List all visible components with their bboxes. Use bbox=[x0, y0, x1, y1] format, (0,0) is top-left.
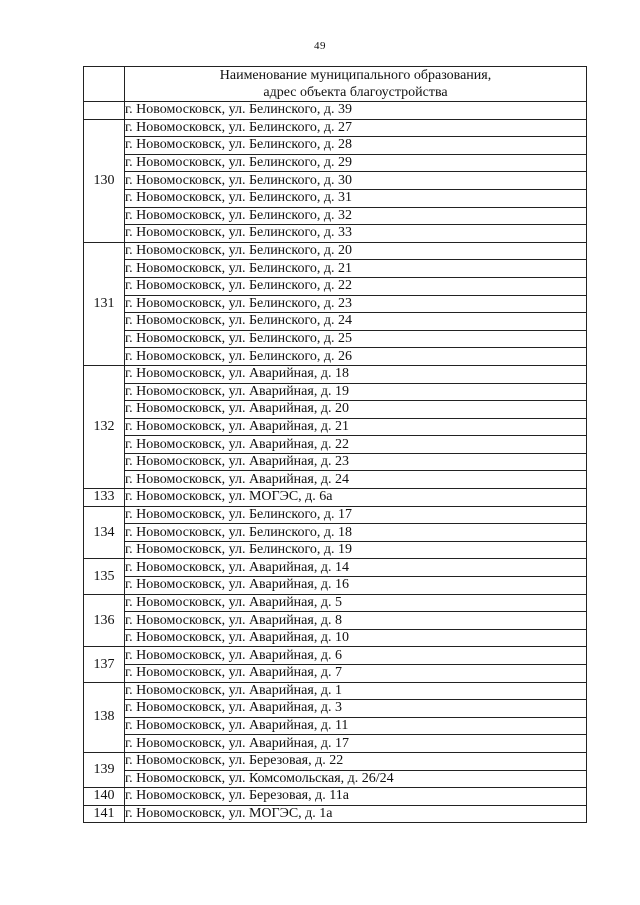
table-row bbox=[84, 735, 587, 753]
table-row bbox=[84, 295, 587, 313]
table-row bbox=[84, 383, 587, 401]
table-row bbox=[84, 524, 587, 542]
address-cell: г. Новомосковск, ул. Аварийная, д. 6 bbox=[125, 647, 587, 665]
table-row bbox=[84, 172, 587, 190]
address-cell: г. Новомосковск, ул. Белинского, д. 33 bbox=[125, 225, 587, 243]
table-row bbox=[84, 102, 587, 120]
address-cell: г. Новомосковск, ул. Белинского, д. 31 bbox=[125, 189, 587, 207]
table-row bbox=[84, 154, 587, 172]
address-cell: г. Новомосковск, ул. Березовая, д. 11а bbox=[125, 788, 587, 806]
page-number: 49 bbox=[314, 40, 326, 52]
table-row bbox=[84, 436, 587, 454]
address-cell: г. Новомосковск, ул. Белинского, д. 22 bbox=[125, 277, 587, 295]
group-number: 141 bbox=[84, 805, 125, 823]
address-cell: г. Новомосковск, ул. Аварийная, д. 18 bbox=[125, 365, 587, 383]
address-cell: г. Новомосковск, ул. Аварийная, д. 16 bbox=[125, 577, 587, 595]
address-cell: г. Новомосковск, ул. МОГЭС, д. 1а bbox=[125, 805, 587, 823]
group-number: 139 bbox=[84, 752, 125, 787]
address-cell: г. Новомосковск, ул. Аварийная, д. 17 bbox=[125, 735, 587, 753]
address-cell: г. Новомосковск, ул. Аварийная, д. 19 bbox=[125, 383, 587, 401]
address-cell: г. Новомосковск, ул. Белинского, д. 18 bbox=[125, 524, 587, 542]
table-row bbox=[84, 489, 587, 507]
header-line-2: адрес объекта благоустройства bbox=[263, 85, 448, 100]
address-cell: г. Новомосковск, ул. Аварийная, д. 21 bbox=[125, 418, 587, 436]
table-row bbox=[84, 313, 587, 331]
table-row bbox=[84, 770, 587, 788]
group-number: 135 bbox=[84, 559, 125, 594]
table-row bbox=[84, 453, 587, 471]
group-number: 133 bbox=[84, 489, 125, 507]
table-row bbox=[84, 559, 587, 577]
table-row bbox=[84, 682, 587, 700]
table-row bbox=[84, 207, 587, 225]
address-cell: г. Новомосковск, ул. Белинского, д. 17 bbox=[125, 506, 587, 524]
table-row bbox=[84, 225, 587, 243]
address-cell: г. Новомосковск, ул. Аварийная, д. 14 bbox=[125, 559, 587, 577]
table-row bbox=[84, 242, 587, 260]
address-cell: г. Новомосковск, ул. Аварийная, д. 8 bbox=[125, 612, 587, 630]
table-row bbox=[84, 119, 587, 137]
address-cell: г. Новомосковск, ул. МОГЭС, д. 6а bbox=[125, 489, 587, 507]
table-row bbox=[84, 189, 587, 207]
address-cell: г. Новомосковск, ул. Белинского, д. 32 bbox=[125, 207, 587, 225]
address-cell: г. Новомосковск, ул. Белинского, д. 21 bbox=[125, 260, 587, 278]
table-row bbox=[84, 612, 587, 630]
number-header-cell bbox=[84, 67, 125, 102]
address-cell: г. Новомосковск, ул. Белинского, д. 30 bbox=[125, 172, 587, 190]
address-cell: г. Новомосковск, ул. Аварийная, д. 24 bbox=[125, 471, 587, 489]
table-row bbox=[84, 629, 587, 647]
address-cell: г. Новомосковск, ул. Белинского, д. 23 bbox=[125, 295, 587, 313]
table-row bbox=[84, 471, 587, 489]
table-body bbox=[84, 102, 587, 823]
table-row bbox=[84, 401, 587, 419]
table-row bbox=[84, 594, 587, 612]
table-row bbox=[84, 788, 587, 806]
address-cell: г. Новомосковск, ул. Аварийная, д. 5 bbox=[125, 594, 587, 612]
table-row bbox=[84, 330, 587, 348]
address-cell: г. Новомосковск, ул. Аварийная, д. 1 bbox=[125, 682, 587, 700]
group-number: 134 bbox=[84, 506, 125, 559]
group-number: 130 bbox=[84, 119, 125, 242]
address-cell: г. Новомосковск, ул. Белинского, д. 28 bbox=[125, 137, 587, 155]
header-line-1: Наименование муниципального образования, bbox=[219, 68, 492, 83]
address-header-cell bbox=[125, 67, 587, 102]
group-number: 138 bbox=[84, 682, 125, 752]
table-row bbox=[84, 277, 587, 295]
address-cell: г. Новомосковск, ул. Аварийная, д. 22 bbox=[125, 436, 587, 454]
table-row bbox=[84, 665, 587, 683]
table-row bbox=[84, 541, 587, 559]
table-row bbox=[84, 348, 587, 366]
address-cell: г. Новомосковск, ул. Аварийная, д. 20 bbox=[125, 401, 587, 419]
address-cell: г. Новомосковск, ул. Аварийная, д. 10 bbox=[125, 629, 587, 647]
address-cell: г. Новомосковск, ул. Белинского, д. 20 bbox=[125, 242, 587, 260]
address-cell: г. Новомосковск, ул. Аварийная, д. 3 bbox=[125, 700, 587, 718]
group-number: 140 bbox=[84, 788, 125, 806]
table-row bbox=[84, 700, 587, 718]
table-row bbox=[84, 717, 587, 735]
group-number: 137 bbox=[84, 647, 125, 682]
table-row bbox=[84, 137, 587, 155]
address-cell: г. Новомосковск, ул. Белинского, д. 26 bbox=[125, 348, 587, 366]
group-number bbox=[84, 102, 125, 120]
address-cell: г. Новомосковск, ул. Белинского, д. 29 bbox=[125, 154, 587, 172]
table-row bbox=[84, 365, 587, 383]
table-row bbox=[84, 260, 587, 278]
table-row bbox=[84, 418, 587, 436]
group-number: 132 bbox=[84, 365, 125, 488]
address-cell: г. Новомосковск, ул. Березовая, д. 22 bbox=[125, 752, 587, 770]
table-row bbox=[84, 752, 587, 770]
address-cell: г. Новомосковск, ул. Белинского, д. 39 bbox=[125, 102, 587, 120]
address-cell: г. Новомосковск, ул. Белинского, д. 27 bbox=[125, 119, 587, 137]
table-row bbox=[84, 647, 587, 665]
group-number: 136 bbox=[84, 594, 125, 647]
address-cell: г. Новомосковск, ул. Белинского, д. 25 bbox=[125, 330, 587, 348]
table-row bbox=[84, 506, 587, 524]
table-row bbox=[84, 577, 587, 595]
address-table bbox=[83, 66, 587, 823]
address-cell: г. Новомосковск, ул. Аварийная, д. 7 bbox=[125, 665, 587, 683]
address-cell: г. Новомосковск, ул. Белинского, д. 24 bbox=[125, 313, 587, 331]
address-cell: г. Новомосковск, ул. Аварийная, д. 11 bbox=[125, 717, 587, 735]
group-number: 131 bbox=[84, 242, 125, 365]
address-cell: г. Новомосковск, ул. Комсомольская, д. 26/24 bbox=[125, 770, 587, 788]
address-cell: г. Новомосковск, ул. Белинского, д. 19 bbox=[125, 541, 587, 559]
table-header-row bbox=[84, 67, 587, 102]
address-cell: г. Новомосковск, ул. Аварийная, д. 23 bbox=[125, 453, 587, 471]
table-row bbox=[84, 805, 587, 823]
